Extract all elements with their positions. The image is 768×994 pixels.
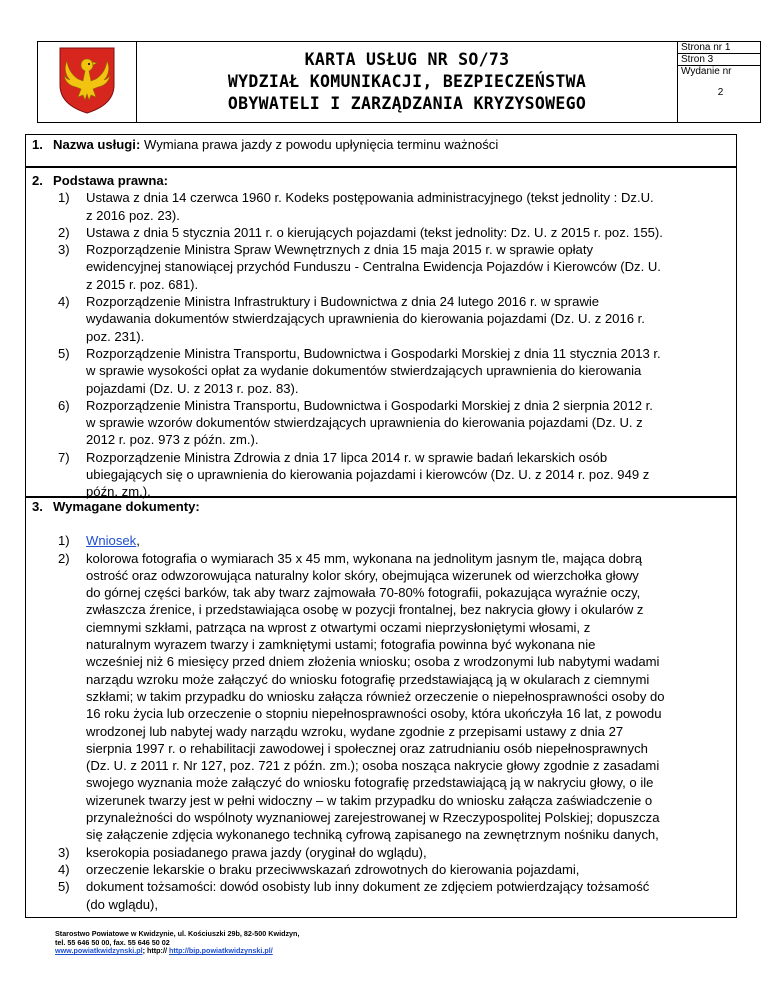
list-item-text-line: 16 roku życia lub orzeczenie o stopniu niepełnosprawności osoby, która ukończyła 16 lat, z powodu <box>86 706 662 722</box>
list-item-text-line: swojego wyznania może załączyć do wniosku fotografię przedstawiającą ją w nakryciu głowy, o ile <box>86 775 654 791</box>
website-link[interactable]: www.powiatkwidzynski.pl <box>55 946 143 956</box>
list-item <box>26 189 736 224</box>
list-item-text-line: (Dz. U. z 2011 r. Nr 127, poz. 721 z późn. zm.); osoba nosząca nakrycie głowy zgodnie z zasadami <box>86 758 660 774</box>
edition-value: 2 <box>717 87 724 98</box>
bip-link[interactable]: http://bip.powiatkwidzynski.pl/ <box>168 946 273 956</box>
list-item-text-line: wrodzonej lub nabytej wady narządu wzroku, wydane zgodnie z przepisami ustawy z dnia 27 <box>86 723 624 739</box>
list-item-text-line: pojazdami (Dz. U. z 2013 r. poz. 83). <box>86 380 299 396</box>
list-item-text-line: ewidencyjnej stanowiącej przychód Funduszu - Centralna Ewidencja Pojazdów i Kierowców (Dz. U. <box>86 259 661 275</box>
meta-cell <box>678 42 761 123</box>
list-item-text-line: w sprawie wzorów dokumentów stwierdzających uprawnienia do kierowania pojazdami (Dz. U. z <box>86 415 643 431</box>
list-item-text-line: dokument tożsamości: dowód osobisty lub inny dokument ze zdjęciem potwierdzający tożsamość <box>86 879 650 895</box>
list-item-text-line: do górnej części barków, tak aby twarz zajmowała 70-80% fotografii, pokazująca wyraźnie oczy, <box>86 585 641 601</box>
list-item-text-line: szkłami; w takim przypadku do wniosku załącza również orzeczenie o niepełnosprawności osoby do <box>86 688 665 704</box>
list-item <box>26 532 736 549</box>
list-item-text-line: zwłaszcza źrenice, i przedstawiająca osobę w pozycji frontalnej, bez nakrycia głowy i okularów z <box>86 602 644 618</box>
list-item <box>26 224 736 241</box>
list-item-text-line: ubiegających się o uprawnienia do kierowania pojazdami i kierowców (Dz. U. z 2014 r. poz. 949 z <box>86 467 650 483</box>
service-name: Wymiana prawa jazdy z powodu upłynięcia terminu ważności <box>143 137 499 152</box>
list-item-number: 4) <box>58 294 70 310</box>
section3-label: Wymagane dokumenty: <box>53 499 200 514</box>
list-item-text-line: kolorowa fotografia o wymiarach 35 x 45 mm, wykonana na jednolitym jasnym tle, mająca dobrą <box>86 550 643 566</box>
footer-phone: tel. 55 646 50 00, fax. 55 646 50 02 <box>55 937 170 947</box>
section-legal-basis <box>25 166 737 498</box>
list-item-text-line: sierpnia 1997 r. o rehabilitacji zawodowej i społecznej oraz zatrudnianiu osób niepełnosprawnych <box>86 740 648 756</box>
list-item-text-line: z 2015 r. poz. 681). <box>86 276 199 292</box>
list-item-text-line: kserokopia posiadanego prawa jazdy (oryginał do wglądu), <box>86 844 427 860</box>
list-item <box>26 878 736 913</box>
list-item-text-line: wcześniej niż 6 miesięcy przed dniem złożenia wniosku; osoba z wrodzonymi lub nabytymi wadami <box>86 654 660 670</box>
page-count: Stron 3 <box>678 54 760 66</box>
section1-label: Nazwa usługi: <box>53 137 141 152</box>
list-item <box>26 241 736 293</box>
list-item-number: 3) <box>58 844 70 860</box>
list-item-text-line: przynależności do wspólnoty wyznaniowej zarejestrowanej w Rzeczypospolitej Polskiej; dopuszcza <box>86 810 660 826</box>
section-service-name <box>25 134 737 168</box>
footer-separator: ; http:// <box>142 946 169 956</box>
list-item <box>26 397 736 449</box>
header-table <box>37 41 761 123</box>
list-item-text-line: ciemnymi szkłami, patrząca na wprost z otwartymi oczami nieprzysłoniętymi włosami, z <box>86 619 591 635</box>
title-line-2: WYDZIAŁ KOMUNIKACJI, BEZPIECZEŃSTWA <box>227 72 587 91</box>
list-item-number: 2) <box>58 224 70 240</box>
title-line-3: OBYWATELI I ZARZĄDZANIA KRYZYSOWEGO <box>227 94 587 113</box>
section1-number: 1. <box>32 137 43 152</box>
logo-cell <box>38 42 137 123</box>
page-info: Strona nr 1 <box>678 42 760 54</box>
list-item-number: 5) <box>58 879 70 895</box>
list-item-text-line: orzeczenie lekarskie o braku przeciwwskazań zdrowotnych do kierowania pojazdami, <box>86 861 580 877</box>
list-item-text-line: poz. 231). <box>86 328 145 344</box>
list-item-number: 7) <box>58 449 70 465</box>
list-item-text-line: Rozporządzenie Ministra Transportu, Budownictwa i Gospodarki Morskiej z dnia 11 stycznia 2013 r. <box>86 345 661 361</box>
list-item <box>26 844 736 861</box>
list-item <box>26 861 736 878</box>
required-documents-list <box>26 550 736 913</box>
edition-label: Wydanie nr <box>681 66 732 77</box>
list-item-number: 4) <box>58 861 70 877</box>
list-item-text-line: się załączenie zdjęcia wykonanego techniką cyfrową zapisanego na zewnętrznym nośniku danych, <box>86 827 659 843</box>
list-item-number: 3) <box>58 242 70 258</box>
list-item-number: 1) <box>58 190 70 206</box>
list-item-text-line: wizerunek twarzy jest w pełni widoczny – w takim przypadku do wniosku załącza zaświadczenie o <box>86 792 653 808</box>
list-item <box>26 293 736 345</box>
section3-number: 3. <box>32 499 43 514</box>
application-form-link[interactable]: Wniosek <box>86 533 137 549</box>
list-item-text-line: ostrość oraz odwzorowująca naturalny kolor skóry, obejmująca wizerunek od wierzchołka głowy <box>86 567 639 583</box>
list-item-number: 6) <box>58 397 70 413</box>
list-item-text-line: w sprawie wysokości opłat za wydanie dokumentów stwierdzających uprawnienia do kierowania <box>86 363 642 379</box>
list-item-text-line: Rozporządzenie Ministra Infrastruktury i Budownictwa z dnia 24 lutego 2016 r. w sprawie <box>86 294 600 310</box>
list-item-number: 2) <box>58 550 70 566</box>
footer <box>55 930 299 956</box>
list-item <box>26 345 736 397</box>
list-item-number: 1) <box>58 533 70 549</box>
coat-of-arms-eagle-icon <box>56 45 118 115</box>
list-item <box>26 449 736 501</box>
list-item-text-line: z 2016 poz. 23). <box>86 207 180 223</box>
legal-basis-list <box>26 189 736 500</box>
link-suffix: , <box>136 533 140 549</box>
list-item-text-line: (do wglądu), <box>86 896 159 912</box>
list-item-text-line: Rozporządzenie Ministra Spraw Wewnętrznych z dnia 15 maja 2015 r. w sprawie opłaty <box>86 242 594 258</box>
list-item-text-line: 2012 r. poz. 973 z późn. zm.). <box>86 432 259 448</box>
list-item-text-line: Rozporządzenie Ministra Zdrowia z dnia 17 lipca 2014 r. w sprawie badań lekarskich osób <box>86 449 608 465</box>
list-item-number: 5) <box>58 345 70 361</box>
list-item-text-line: późn. zm.). <box>86 484 151 500</box>
section-required-documents <box>25 496 737 918</box>
list-item <box>26 550 736 844</box>
footer-address: Starostwo Powiatowe w Kwidzynie, ul. Kościuszki 29b, 82-500 Kwidzyn, <box>55 929 300 938</box>
section2-number: 2. <box>32 173 43 188</box>
list-item-text-line: naturalnym wyrazem twarzy i zamkniętymi ustami; fotografia powinna być wykonana nie <box>86 637 596 653</box>
list-item-text-line: narządu wzroku może załączyć do wniosku fotografię przedstawiającą ją w okularach z ciemnymi <box>86 671 650 687</box>
title-cell <box>137 42 678 123</box>
section2-label: Podstawa prawna: <box>53 173 168 188</box>
list-item-text-line: Ustawa z dnia 14 czerwca 1960 r. Kodeks postępowania administracyjnego (tekst jednolity : Dz.U. <box>86 190 654 206</box>
list-item-text-line: wydawania dokumentów stwierdzających uprawnienia do kierowania pojazdami (Dz. U. z 2016 r. <box>86 311 645 327</box>
list-item-text-line: Ustawa z dnia 5 stycznia 2011 r. o kierujących pojazdami (tekst jednolity: Dz. U. z 2015 r. poz. 155). <box>86 224 663 240</box>
list-item-text-line: Rozporządzenie Ministra Transportu, Budownictwa i Gospodarki Morskiej z dnia 2 sierpnia 2012 r. <box>86 397 653 413</box>
title-line-1: KARTA USŁUG NR SO/73 <box>304 50 510 69</box>
